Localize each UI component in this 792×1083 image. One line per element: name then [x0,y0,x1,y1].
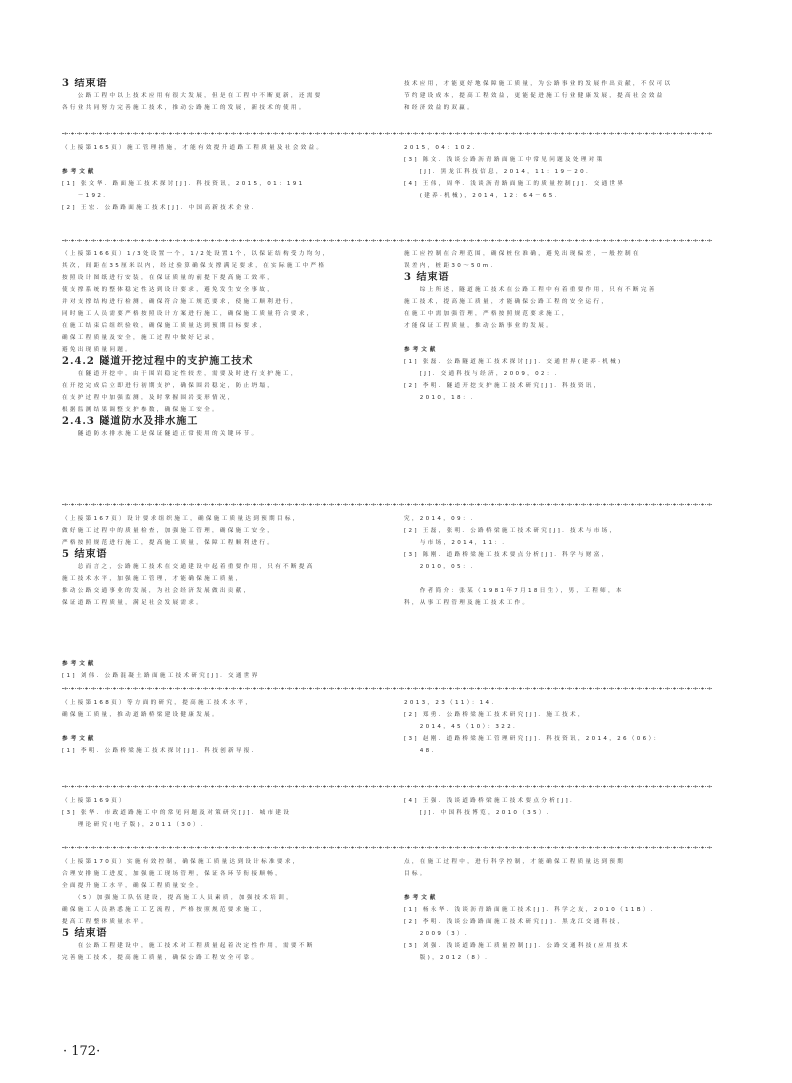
section-heading: 5 结束语 [62,549,108,560]
reference-item: [1] 杨永华．浅谈沥青路面施工技术[J]．科学之友，2010（11B）. [404,907,655,913]
reference-item: [2] 王宏．公路路面施工技术[J]．中国高新技术企业． [62,205,260,211]
reference-item: 48. [404,748,436,754]
section-heading: 3 结束语 [62,78,108,89]
text-line: 点，在施工过程中，进行科学控制，才能确保工程质量达到预期 [404,859,626,865]
text-line: 在施工结束后组织验收，确保施工质量达到预期目标要求， [62,323,268,329]
separator-line [62,131,712,136]
block-3-left [62,513,384,609]
text-line: 合理安排施工进度，加强施工现场管理，保证各环节衔接顺畅， [62,871,284,877]
text-line: 全面提升施工水平，确保工程质量安全。 [62,883,205,889]
text-line: 严格按照规范进行施工，提高施工质量，保障工程顺利进行。 [62,540,276,546]
text-line: 在施工中需加强管理，严格按照规范要求施工， [404,311,570,317]
text-line: 使支撑系统的整体稳定性达到设计要求，避免发生安全事故， [62,287,276,293]
block-5-left [62,697,384,757]
block-7-left [62,856,384,964]
text-line: （上接第167页）设计要求组织施工，确保施工质量达到预期目标， [62,516,301,522]
block-1-left [62,142,384,214]
text-line: （上接第168页）等方面的研究，提高施工技术水平， [62,700,254,706]
references-heading: 参考文献 [62,169,97,175]
text-line: 推动公路交通事业的发展，为社会经济发展做出贡献， [62,588,252,594]
references-heading: 参考文献 [404,347,439,353]
reference-item: 理论研究(电子版)，2011（30）. [62,822,205,828]
page-number: · 172· [63,1044,101,1059]
reference-item: [3] 赵刚．道路桥梁施工管理研究[J]．科技资讯，2014，26（06）： [404,736,662,742]
reference-item: [J]．交通科技与经济，2009，02：. [404,371,559,377]
text-line: 施工技术，提高施工质量，才能确保公路工程的安全运行， [404,299,610,305]
block-0-right [404,78,714,114]
text-line: 施工应控制在合理范围，确保桩位准确，避免出现偏差，一般控制在 [404,251,641,257]
text-line: 各行业共同努力完善施工技术，推动公路施工的发展，新技术的使用。 [62,105,307,111]
text-line: （上接第169页） [62,798,127,804]
page-number-value: 172 [71,1044,97,1059]
reference-item: 版)，2012（8）. [404,955,490,961]
text-line: 按照设计图纸进行安装，在保证质量的前提下提高施工效率， [62,275,276,281]
text-line: （上接第165页）施工管理措施，才能有效提升道路工程质量及社会效益。 [62,145,325,151]
reference-item: [1] 李明．公路桥梁施工技术探讨[J]．科技创新导报． [62,748,260,754]
text-line: 做好施工过程中的质量检查，加强施工管理，确保施工安全， [62,528,276,534]
reference-item: 2010，05：. [404,564,475,570]
reference-item: [4] 王强．浅谈道路桥梁施工技术要点分析[J]． [404,798,578,804]
reference-item: [3] 陈刚．道路桥梁施工技术要点分析[J]．科学与财富， [404,552,610,558]
block-2-left [62,248,384,440]
subsection-heading: 2.4.2 隧道开挖过程中的支护施工技术 [62,356,254,367]
reference-item: [3] 刘强．浅谈道路施工质量控制[J]．公路交通科技(应用技术 [404,943,630,949]
reference-item: －192. [62,193,108,199]
text-line: 综上所述，隧道施工技术在公路工程中有着重要作用，只有不断完善 [404,287,657,293]
text-line: 在公路工程建设中，施工技术对工程质量起着决定性作用，需要不断 [62,943,315,949]
separator-line [62,686,712,691]
block-6-right [404,795,714,819]
reference-item: [1] 张文华．路面施工技术探讨[J]．科技资讯，2015，01：191 [62,181,305,187]
text-line: （上接第166页）1/3处设置一个，1/2处设置1个，以保证结构受力均匀， [62,251,331,257]
block-4-left [62,658,384,682]
block-3-right [404,513,714,609]
text-line: 确保施工质量，推动道路桥梁建设健康发展。 [62,712,220,718]
text-line [404,880,714,892]
reference-item: [3] 陈文．浅谈公路沥青路面施工中常见问题及处理对策 [404,157,605,163]
reference-item: 2010，18：. [404,395,475,401]
text-line: （上接第170页）实施有效控制，确保施工质量达到设计标准要求， [62,859,301,865]
text-line: 在隧道开挖中，由于围岩稳定性较差，需要及时进行支护施工， [62,371,299,377]
text-line: 在开挖完成后立即进行初期支护，确保围岩稳定，防止坍塌， [62,383,276,389]
text-line: 提高工程整体质量水平。 [62,919,149,925]
text-line: 施工技术水平，加强施工管理，才能确保施工质量， [62,576,244,582]
text-line: 保证道路工程质量，满足社会发展需求。 [62,600,205,606]
author-bio: 作者简介：张某（1981年7月18日生），男，工程师，本 [404,588,624,594]
separator-line [62,502,712,507]
text-line: 在支护过程中加强监测，及时掌握围岩变形情况， [62,395,236,401]
separator-line [62,238,712,243]
text-line: 公路工程中以上技术应用有很大发展，但是在工程中不断更新，还需要 [62,93,323,99]
text-line: 节约建设成本，提高工程效益，更能促进施工行业健康发展，提高社会效益 [404,93,665,99]
text-line: 同时施工人员需要严格按照设计方案进行施工，确保施工质量符合要求， [62,311,315,317]
text-line: （5）加强施工队伍建设，提高施工人员素质，加强技术培训， [62,895,294,901]
block-7-right [404,856,714,964]
text-line [62,154,384,166]
block-6-left [62,795,384,831]
separator-line [62,845,712,850]
text-line: 隧道防水排水施工是保证隧道正常使用的关键环节。 [62,431,260,437]
block-0-left [62,78,384,114]
reference-item: [J]．黑龙江科技信息，2014，11：19－20. [404,169,591,175]
text-line [404,332,714,344]
reference-item: [2] 李明．浅谈公路路面施工技术研究[J]．黑龙江交通科技， [404,919,626,925]
reference-item: [2] 李明．隧道开挖支护施工技术研究[J]．科技资讯， [404,383,602,389]
reference-item: [1] 张磊．公路隧道施工技术探讨[J]．交通世界(建养·机械) [404,359,623,365]
block-2-right [404,248,714,404]
reference-item: [3] 张华．市政道路施工中的常见问题及对策研究[J]．城市建设 [62,810,292,816]
reference-item: 究，2014，09：. [404,516,475,522]
text-line: 其次，间距在35厘米以内，经过验算确保支撑满足要求，在实际施工中严格 [62,263,327,269]
reference-item: [1] 刘伟．公路混凝土路面施工技术研究[J]．交通世界 [62,673,260,679]
references-heading: 参考文献 [62,736,97,742]
section-heading: 3 结束语 [404,272,450,283]
text-line: 才能保证工程质量，推动公路事业的发展。 [404,323,554,329]
references-heading: 参考文献 [404,895,439,901]
reference-item: [2] 郑勇．公路桥梁施工技术研究[J]．施工技术， [404,712,586,718]
text-line: 总而言之，公路施工技术在交通建设中起着重要作用，只有不断提高 [62,564,315,570]
block-1-right [404,142,714,202]
reference-item: [J]．中国科技博览，2010（35）. [404,810,551,816]
reference-item: (建养·机械)，2014，12：64－65. [404,193,559,199]
reference-item: 2015，04：102. [404,145,477,151]
separator-line [62,784,712,789]
text-line: 避免出现质量问题。 [62,347,134,353]
text-line: 根据监测结果调整支护参数，确保施工安全。 [62,407,220,413]
reference-item: [4] 王伟，周华．浅谈沥青路面施工的质量控制[J]．交通世界 [404,181,626,187]
reference-item: 2013，23（11）：14. [404,700,496,706]
text-line: 目标。 [404,871,428,877]
author-bio: 科，从事工程管理及施工技术工作。 [404,600,531,606]
text-line: 技术应用，才能更好地保障施工质量，为公路事业的发展作出贡献，不仅可以 [404,81,673,87]
reference-item: 与市场，2014，11：. [404,540,507,546]
reference-item: [2] 王磊，张明．公路桥梁施工技术研究[J]．技术与市场， [404,528,618,534]
text-line [404,573,714,585]
text-line [62,721,384,733]
text-line: 确保工程质量及安全，施工过程中做好记录， [62,335,220,341]
text-line: 和经济效益的双赢。 [404,105,476,111]
references-heading: 参考文献 [62,661,97,667]
text-line: 完善施工技术，提高施工质量，确保公路工程安全可靠。 [62,955,260,961]
text-line: 确保施工人员熟悉施工工艺流程，严格按照规范要求施工， [62,907,268,913]
section-heading: 5 结束语 [62,928,108,939]
text-line: 误差内，桩距30～50m. [404,263,495,269]
reference-item: 2009（3）. [404,931,469,937]
reference-item: 2014，45（10）：322. [404,724,518,730]
block-5-right [404,697,714,757]
text-line: 并对支撑结构进行检测，确保符合施工规范要求，使施工顺利进行， [62,299,299,305]
subsection-heading: 2.4.3 隧道防水及排水施工 [62,416,199,427]
